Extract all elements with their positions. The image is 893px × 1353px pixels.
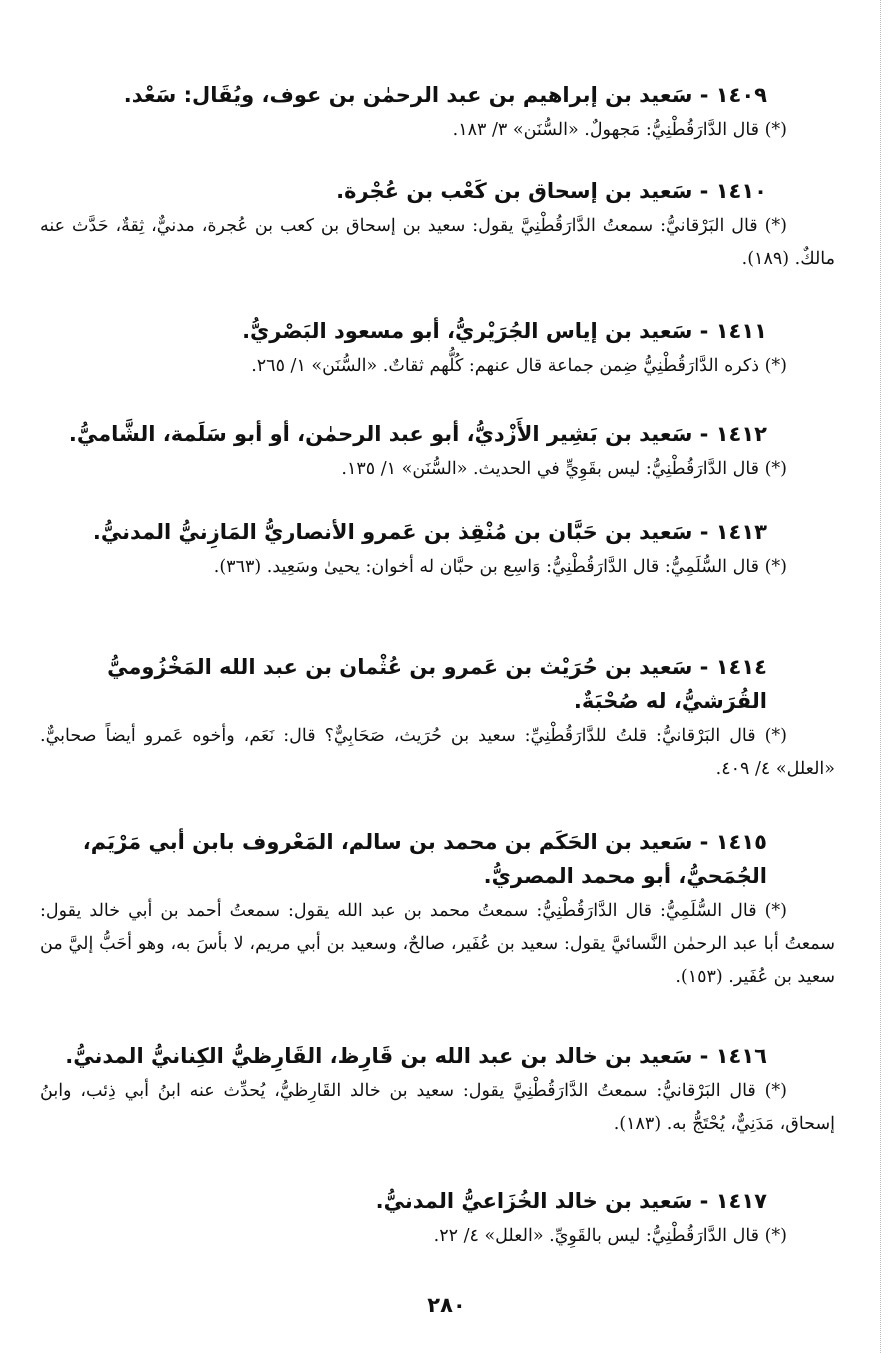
entry-heading: ١٤١٥ - سَعيد بن الحَكَم بن محمد بن سالم، المَعْروف بابن أبي مَرْيَم، الجُمَحيُّ، أبو محمد المصريُّ.	[82, 830, 767, 888]
margin-dots	[878, 0, 881, 1353]
entry-heading: ١٤١٦ - سَعيد بن خالد بن عبد الله بن قَارِظ، القَارِظيُّ الكِنانيُّ المدنيُّ.	[65, 1044, 767, 1068]
page-number: ٢٨٠	[427, 1293, 466, 1317]
entry-1413	[40, 515, 835, 584]
entry-note: (*) قال السُّلَمِيُّ: قال الدَّارَقُطْنِيُّ: سمعتُ محمد بن عبد الله يقول: سمعتُ أحمد بن أبي خالد يقول: سمعتُ أبا عبد الرحمٰن النَّسائيَّ يقول: سعيد بن عُفَير، صالحٌ، وسعيد بن أبي مريم، لا بأسَ به، وهو أحَبُّ إليَّ من سعيد بن عُفَير. (١٥٣).	[40, 901, 835, 987]
entry-heading: ١٤٠٩ - سَعيد بن إبراهيم بن عبد الرحمٰن بن عوف، ويُقَال: سَعْد.	[123, 83, 767, 107]
entry-heading: ١٤١٤ - سَعيد بن حُرَيْث بن عَمرو بن عُثْمان بن عبد الله المَخْزُوميُّ القُرَشيُّ، له صُحْبَةٌ.	[107, 655, 767, 713]
entry-heading: ١٤١١ - سَعيد بن إياس الجُرَيْريُّ، أبو مسعود البَصْريُّ.	[242, 319, 767, 343]
entry-note: (*) قال البَرْقانيُّ: قلتُ للدَّارَقُطْنِيِّ: سعيد بن حُرَيث، صَحَابِيٌّ؟ قال: نَعَم، وأخوه عَمرو أيضاً صحابيٌّ. «العلل» ٤/ ٤٠٩.	[40, 726, 835, 779]
entry-note: (*) قال الدَّارَقُطْنِيُّ: مَجهولٌ. «السُّنَن» ٣/ ١٨٣.	[452, 120, 787, 140]
entry-note: (*) قال الدَّارَقُطْنِيُّ: ليس بالقَوِيِّ. «العلل» ٤/ ٢٢.	[433, 1226, 787, 1246]
entry-1417	[40, 1184, 835, 1253]
entry-1415	[40, 825, 835, 994]
entry-1416	[40, 1039, 835, 1141]
entry-1411	[40, 314, 835, 383]
entry-note: (*) قال السُّلَمِيُّ: قال الدَّارَقُطْنِيُّ: وَاسِع بن حبَّان له أخوان: يحيىٰ وسَعِيد. (٣٦٣).	[213, 557, 787, 577]
entry-note: (*) ذكره الدَّارَقُطْنِيُّ ضِمن جماعة قال عنهم: كُلُّهم ثقاتٌ. «السُّنَن» ١/ ٢٦٥.	[251, 356, 787, 376]
entry-heading: ١٤١٢ - سَعيد بن بَشِير الأَزْديُّ، أبو عبد الرحمٰن، أو أبو سَلَمة، الشَّاميُّ.	[68, 422, 767, 446]
entry-note: (*) قال البَرْقانيُّ: سمعتُ الدَّارَقُطْنِيَّ يقول: سعيد بن إسحاق بن كعب بن عُجرة، مدنيٌّ، ثِقةٌ، حَدَّث عنه مالكٌ. (١٨٩).	[40, 216, 835, 269]
entry-heading: ١٤١٧ - سَعيد بن خالد الخُزَاعيُّ المدنيُّ.	[375, 1189, 767, 1213]
entry-1410	[40, 174, 835, 276]
entry-1412	[40, 417, 835, 486]
entry-note: (*) قال البَرْقانيُّ: سمعتُ الدَّارَقُطْنِيَّ يقول: سعيد بن خالد القَارِظيُّ، يُحدِّث عنه ابنُ أبي ذِئب، وابنُ إسحاق، مَدَنِيٌّ، يُحْتَجُّ به. (١٨٣).	[40, 1081, 835, 1134]
entry-heading: ١٤١٣ - سَعيد بن حَبَّان بن مُنْقِذ بن عَمرو الأنصاريُّ المَازِنيُّ المدنيُّ.	[92, 520, 767, 544]
entry-note: (*) قال الدَّارَقُطْنِيُّ: ليس بقَوِيٍّ في الحديث. «السُّنَن» ١/ ١٣٥.	[341, 459, 787, 479]
entry-1414	[40, 650, 835, 786]
entry-heading: ١٤١٠ - سَعيد بن إسحاق بن كَعْب بن عُجْرة.	[336, 179, 767, 203]
entry-1409	[40, 78, 835, 147]
